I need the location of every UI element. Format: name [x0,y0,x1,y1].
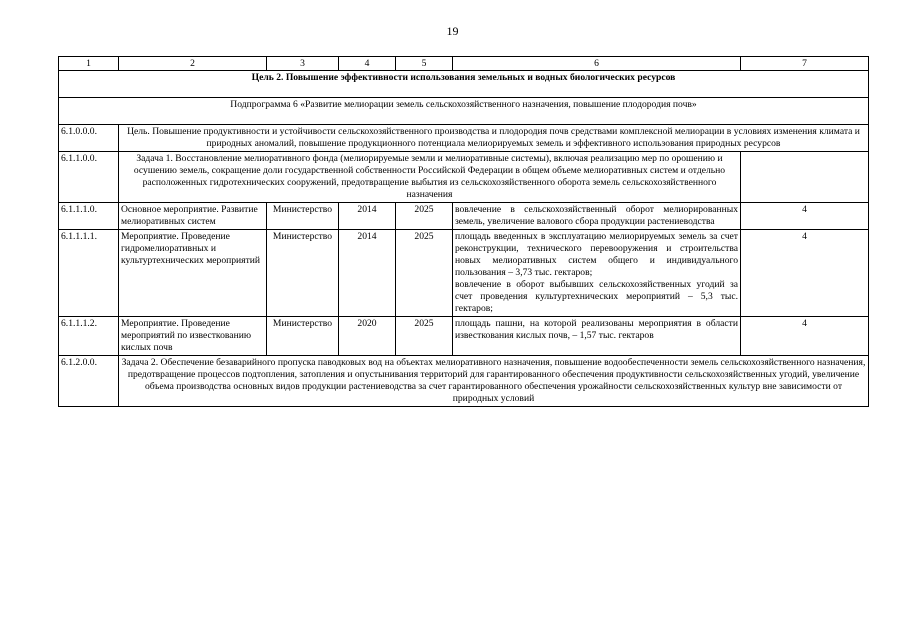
row-result: площадь введенных в эксплуатацию мелиорируемых земель за счет реконструкции, технического перевооружения и строительства новых мелиоративных систем общего и индивидуального пользования – 3,73 тыс. гектаров; [455,231,738,278]
row-executor: Министерство [267,317,339,356]
row-name: Основное мероприятие. Развитие мелиоративных систем [119,203,267,230]
row-empty-cell [741,152,869,203]
row-end-year: 2025 [396,203,453,230]
row-start-year: 2014 [339,203,396,230]
row-start-year: 2020 [339,317,396,356]
row-code: 6.1.2.0.0. [59,356,119,407]
column-number: 2 [119,57,267,71]
column-number: 4 [339,57,396,71]
column-number: 7 [741,57,869,71]
row-result-cell [453,230,741,317]
row-task-text: Задача 1. Восстановление мелиоративного фонда (мелиорируемые земли и мелиоративные системы), включая реализацию мер по орошению и осушению земель, сокращение доли государственной собственности Российской Федерации в общем объеме мелиоративных систем и отдельно расположенных гидротехнических сооружений, предотвращение выбытия из сельскохозяйственного оборота земель сельскохозяйственного назначения [119,152,741,203]
row-code: 6.1.1.1.1. [59,230,119,317]
subprogram-title: Подпрограмма 6 «Развитие мелиорации земель сельскохозяйственного назначения, повышение плодородия почв» [59,98,869,125]
row-name: Мероприятие. Проведение мероприятий по известкованию кислых почв [119,317,267,356]
goal-title: Цель 2. Повышение эффективности использования земельных и водных биологических ресурсов [59,71,869,98]
row-result: вовлечение в сельскохозяйственный оборот мелиорированных земель, увеличение валового сбора продукции растениеводства [453,203,741,230]
page-number: 19 [446,24,459,38]
table-row [59,356,869,407]
table-row [59,230,869,317]
row-end-year: 2025 [396,317,453,356]
row-result: площадь пашни, на которой реализованы мероприятия в области известкования кислых почв, – 1,57 тыс. гектаров [453,317,741,356]
goal-row [59,71,869,98]
row-end-year: 2025 [396,230,453,317]
row-code: 6.1.1.1.2. [59,317,119,356]
table-row [59,203,869,230]
row-code: 6.1.0.0.0. [59,125,119,152]
table-row [59,317,869,356]
column-number: 3 [267,57,339,71]
column-number: 1 [59,57,119,71]
row-reference: 4 [741,317,869,356]
row-executor: Министерство [267,203,339,230]
table-row [59,152,869,203]
row-result-secondary: вовлечение в оборот выбывших сельскохозяйственных угодий за счет проведения культуртехнических мероприятий – 5,3 тыс. гектаров; [455,279,738,314]
row-code: 6.1.1.1.0. [59,203,119,230]
column-number: 5 [396,57,453,71]
row-start-year: 2014 [339,230,396,317]
row-name: Мероприятие. Проведение гидромелиоративных и культуртехнических мероприятий [119,230,267,317]
row-task-text: Задача 2. Обеспечение безаварийного пропуска паводковых вод на объектах мелиоративного назначения, повышение водообеспеченности земель сельскохозяйственного назначения, предотвращение процессов подтопления, затопления и опустынивания территорий для гарантированного обеспечения продуктивности сельскохозяйственных угодий, увеличение объема производства основных видов продукции растениеводства за счет гарантированного обеспечения урожайности сельскохозяйственных культур вне зависимости от природных условий [119,356,869,407]
row-reference: 4 [741,230,869,317]
subprogram-row [59,98,869,125]
row-executor: Министерство [267,230,339,317]
row-goal-text: Цель. Повышение продуктивности и устойчивости сельскохозяйственного производства и плодородия почв средствами комплексной мелиорации в условиях изменения климата и природных аномалий, повышение продукционного потенциала мелиорируемых земель и эффективного использования природных ресурсов [119,125,869,152]
column-number-row [59,57,869,71]
row-code: 6.1.1.0.0. [59,152,119,203]
column-number: 6 [453,57,741,71]
program-table [58,56,869,407]
row-reference: 4 [741,203,869,230]
table-row [59,125,869,152]
